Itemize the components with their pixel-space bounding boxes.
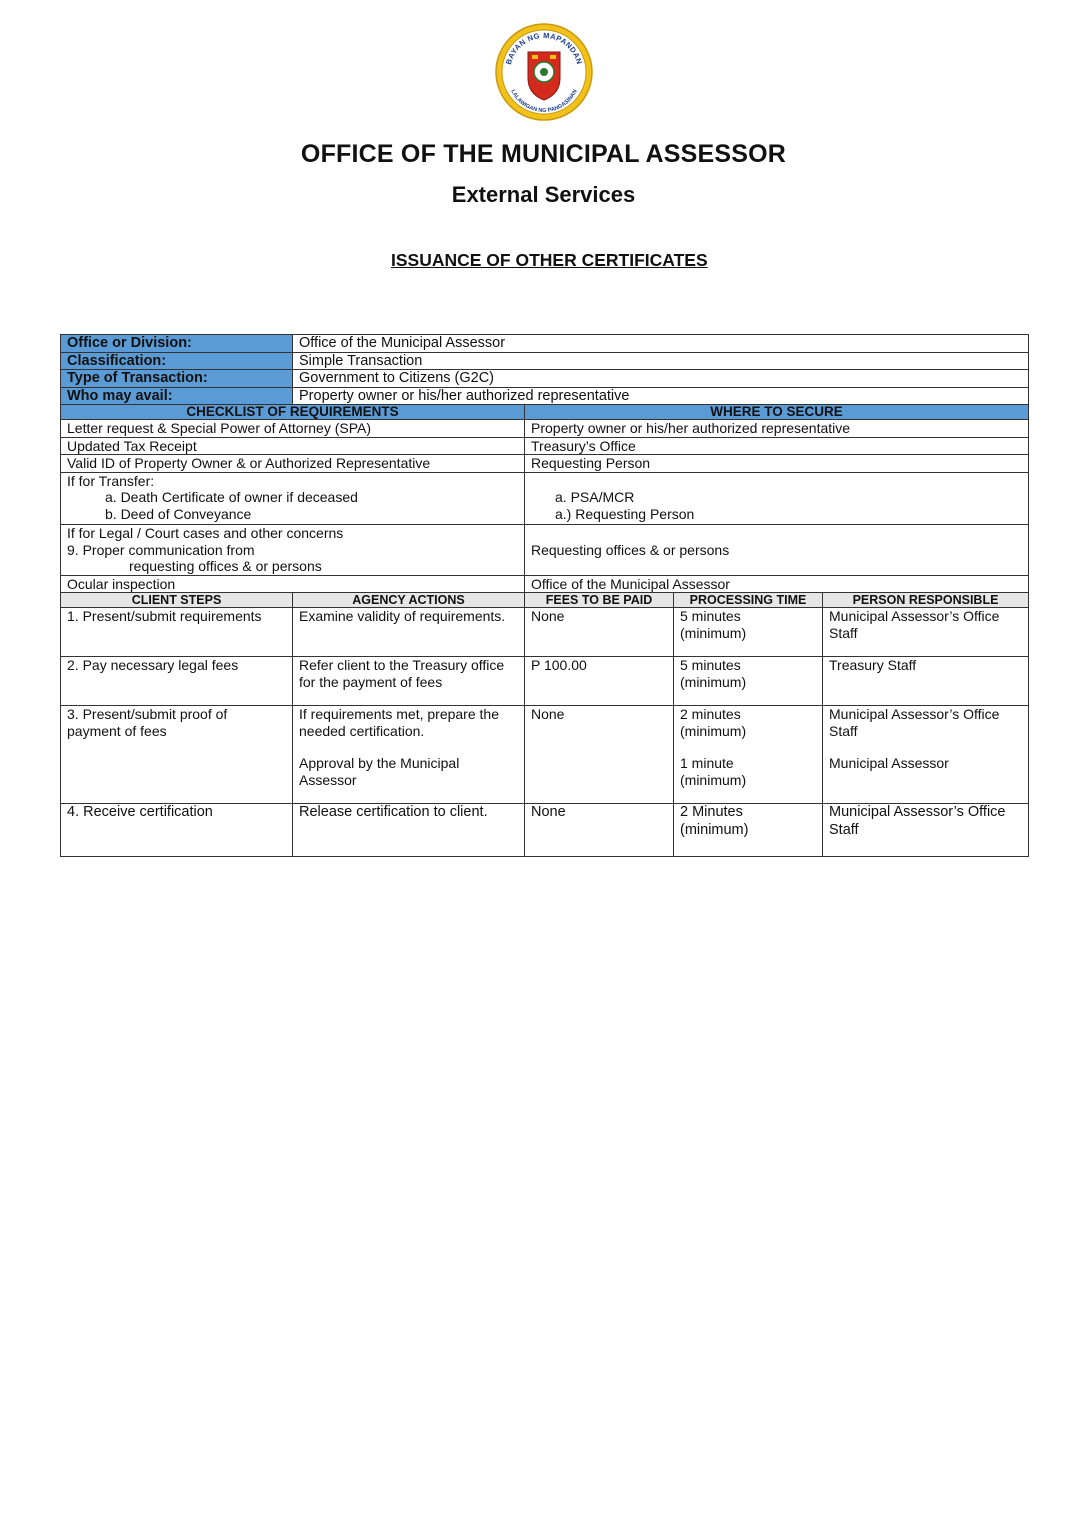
person-line: Municipal Assessor’s Office [829,706,1000,722]
time-note: (minimum) [680,821,749,838]
time-value: 2 Minutes [680,804,743,820]
where-to-secure: Property owner or his/her authorized representative [525,420,1029,438]
action-line: Assessor [299,771,357,788]
svg-text:LALAWIGAN NG PANGASINAN: LALAWIGAN NG PANGASINAN [509,88,579,115]
checklist-heading: CHECKLIST OF REQUIREMENTS [61,405,525,420]
person-line: Treasury Staff [829,657,917,673]
municipal-seal-logo [494,22,594,122]
info-label: Type of Transaction: [61,370,293,388]
agency-action [293,706,525,804]
person-responsible-heading: PERSON RESPONSIBLE [823,593,1029,608]
time-value: 1 minute [680,755,734,771]
info-row [61,387,1029,405]
where-to-secure: a. PSA/MCR [555,489,635,505]
action-line: Refer client to the Treasury office [299,657,505,673]
checklist-header [61,405,1029,420]
action-line: needed certification. [299,722,425,739]
info-row [61,352,1029,370]
person-line: Municipal Assessor’s Office [829,804,1006,820]
person-responsible [823,804,1029,857]
person-responsible [823,706,1029,804]
where-to-secure: a.) Requesting Person [555,505,695,522]
requirement-label: If for Transfer: [67,472,155,489]
client-line: payment of fees [67,722,167,739]
time-note: (minimum) [680,771,747,788]
svg-text:BAYAN NG MAPANDAN: BAYAN NG MAPANDAN [503,30,585,66]
checklist-row-transfer [61,472,1029,525]
time-note: (minimum) [680,722,747,739]
where-to-secure: Office of the Municipal Assessor [525,575,1029,593]
page-subtitle: External Services [451,182,636,207]
office-title: OFFICE OF THE MUNICIPAL ASSESSOR [300,140,787,168]
requirement: Valid ID of Property Owner & or Authorized Representative [61,455,525,473]
info-label: Office or Division: [61,335,293,353]
action-line: Approval by the Municipal [299,755,460,771]
person-line: Staff [829,624,858,641]
info-value: Office of the Municipal Assessor [293,335,1029,353]
info-row [61,370,1029,388]
requirement: Updated Tax Receipt [61,437,525,455]
step-row [61,706,1029,804]
processing-time-heading: PROCESSING TIME [674,593,823,608]
steps-header [61,593,1029,608]
time-value: 5 minutes [680,608,741,624]
action-line: for the payment of fees [299,673,443,690]
person-line: Municipal Assessor [829,755,949,771]
client-steps-heading: CLIENT STEPS [61,593,293,608]
checklist-row [61,420,1029,438]
fees-heading: FEES TO BE PAID [525,593,674,608]
info-label: Classification: [61,352,293,370]
where-to-secure: Requesting Person [525,455,1029,473]
service-title: ISSUANCE OF OTHER CERTIFICATES [391,250,708,270]
time-value: 5 minutes [680,657,741,673]
processing-time [674,804,823,857]
person-line: Staff [829,722,858,739]
person-line: Municipal Assessor’s Office [829,608,1000,624]
requirement-item: 9. Proper communication from [67,541,255,558]
fee: None [525,608,674,657]
where-to-secure-heading: WHERE TO SECURE [525,405,1029,420]
fee: None [525,706,674,804]
checklist-row [61,575,1029,593]
step-row [61,804,1029,857]
where-to-secure: Treasury’s Office [525,437,1029,455]
client-step: 2. Pay necessary legal fees [61,657,293,706]
info-value: Government to Citizens (G2C) [293,370,1029,388]
requirement-item: a. Death Certificate of owner if deceased [105,489,358,505]
time-value: 2 minutes [680,706,741,722]
requirement-item: b. Deed of Conveyance [105,505,252,522]
info-row [61,335,1029,353]
requirement: Letter request & Special Power of Attorney (SPA) [61,420,525,438]
client-line: 3. Present/submit proof of [67,706,228,722]
step-row [61,657,1029,706]
processing-time [674,706,823,804]
info-label: Who may avail: [61,387,293,405]
processing-time [674,608,823,657]
citizen-charter-table [60,334,1029,857]
checklist-row-legal [61,525,1029,576]
requirement: Ocular inspection [61,575,525,593]
step-row [61,608,1029,657]
time-note: (minimum) [680,624,747,641]
person-responsible [823,657,1029,706]
checklist-row [61,455,1029,473]
requirement-label: If for Legal / Court cases and other concerns [67,525,344,541]
requirement-item: requesting offices & or persons [129,558,322,574]
time-note: (minimum) [680,673,747,690]
agency-action: Release certification to client. [293,804,525,857]
agency-action: Examine validity of requirements. [293,608,525,657]
where-to-secure: Requesting offices & or persons [531,541,730,558]
client-step: 1. Present/submit requirements [61,608,293,657]
person-line: Staff [829,821,859,838]
checklist-row [61,437,1029,455]
agency-action [293,657,525,706]
client-step [61,706,293,804]
action-line: If requirements met, prepare the [299,706,499,722]
person-responsible [823,608,1029,657]
client-step: 4. Receive certification [61,804,293,857]
agency-actions-heading: AGENCY ACTIONS [293,593,525,608]
processing-time [674,657,823,706]
fee: None [525,804,674,857]
info-value: Simple Transaction [293,352,1029,370]
fee: P 100.00 [525,657,674,706]
info-value: Property owner or his/her authorized representative [293,387,1029,405]
